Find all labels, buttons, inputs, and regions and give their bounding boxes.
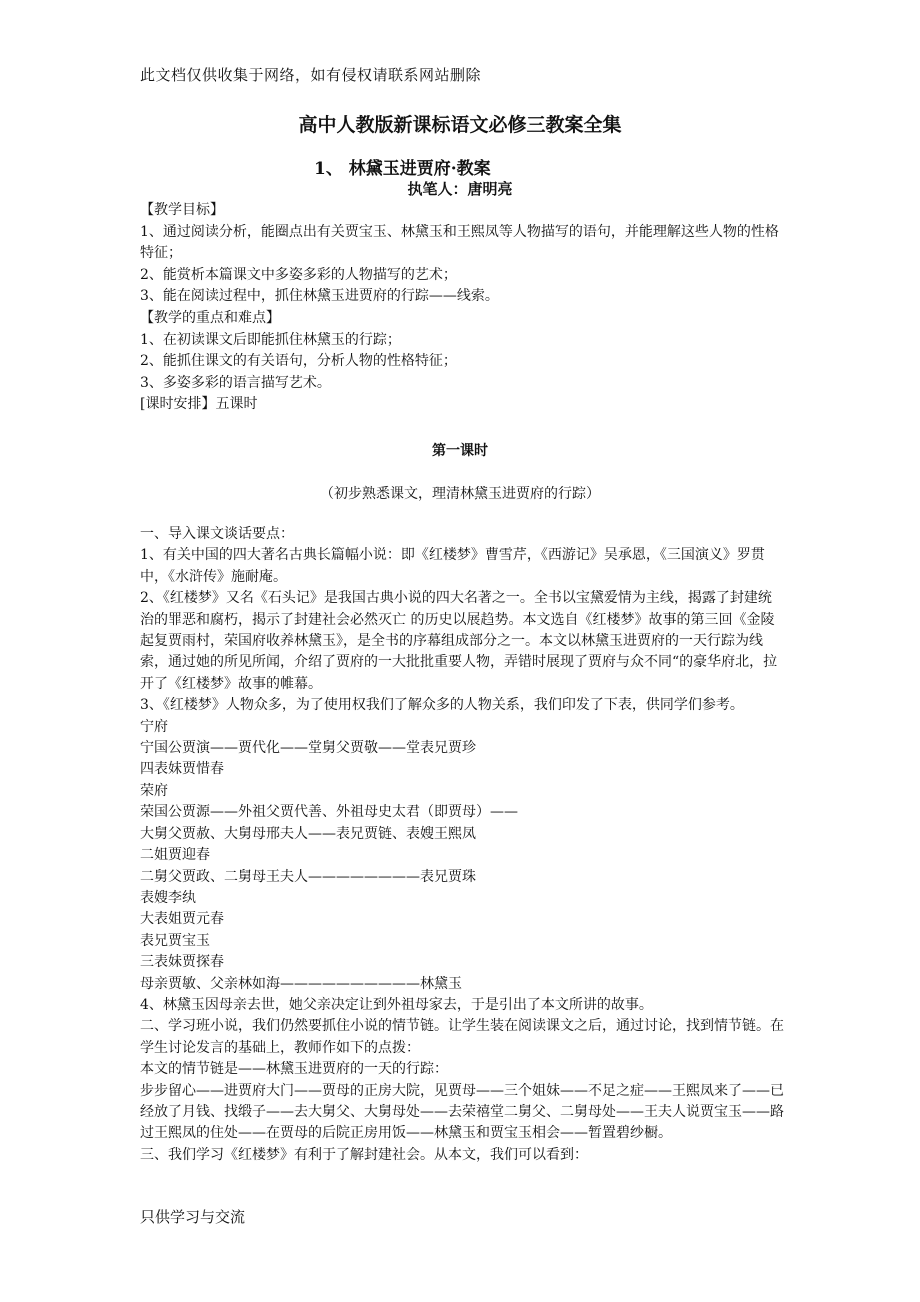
body-paragraph: 三、我们学习《红楼梦》有利于了解封建社会。从本文，我们可以看到： <box>140 1146 588 1163</box>
lesson-body <box>140 524 785 1166</box>
objective-item: 1、通过阅读分析，能圈点出有关贾宝玉、林黛玉和王熙凤等人物描写的语句，并能理解这些人物的性格特征； <box>140 223 779 262</box>
objectives-heading: 【教学目标】 <box>140 202 224 218</box>
author-line: 执笔人：唐明亮 <box>407 180 513 198</box>
body-paragraph: 4、林黛玉因母亲去世，她父亲决定让到外祖母家去，于是引出了本文所讲的故事。 <box>140 996 653 1013</box>
key-point-item: 3、多姿多彩的语言描写艺术。 <box>140 374 331 391</box>
relation-line: 表嫂李纨 <box>140 889 196 906</box>
relation-line: 表兄贾宝玉 <box>140 932 210 949</box>
objective-item: 3、能在阅读过程中，抓住林黛玉进贾府的行踪——线索。 <box>140 288 499 305</box>
relation-line: 二姐贾迎春 <box>140 847 210 864</box>
body-paragraph: 2、《红楼梦》又名《石头记》是我国古典小说的四大名著之一。全书以宝黛爱情为主线，揭露了封建统治的罪恶和腐朽，揭示了封建社会必然灭亡 的历史以展趋势。本文选自《红楼梦》故事的第三回《金陵起复贾雨村，荣国府收养林黛玉》，是全书的序幕组成部分之一。本文以林黛玉进贾府的一天行踪为线 索，通过她的所见所闻，介绍了贾府的一大批批重要人物，弄错时展现了贾府与众不同“的豪华府北，拉开了《红楼梦》故事的帷幕。 <box>140 590 778 692</box>
relation-line: 三表妹贾探春 <box>140 954 224 971</box>
footer-note: 只供学习与交流 <box>140 1208 246 1226</box>
key-points-heading: 【教学的重点和难点】 <box>140 309 280 326</box>
body-paragraph: 1、有关中国的四大著名古典长篇幅小说：即《红楼梦》曹雪芹，《西游记》吴承恩，《三国演义》罗贯中，《水浒传》施耐庵。 <box>140 547 765 585</box>
header-disclaimer: 此文档仅供收集于网络，如有侵权请联系网站删除 <box>140 66 482 84</box>
body-paragraph: 步步留心——进贾府大门——贾母的正房大院，见贾母——三个姐妹——不足之症——王熙凤来了——已经放了月钱、找缎子——去大舅父、大舅母处——去荣禧堂二舅父、二舅母处——王夫人说贾宝玉——路过王熙凤的住处——在贾母的后院正房用饭——林黛玉和贾宝玉相会——暂置碧纱橱。 <box>140 1082 784 1142</box>
body-paragraph: 3、《红楼梦》人物众多，为了使用权我们了解众多的人物关系，我们印发了下表，供同学们参考。 <box>140 697 744 714</box>
relation-line: 宁府 <box>140 718 168 735</box>
schedule-line: [课时安排】五课时 <box>140 396 258 413</box>
relation-line: 母亲贾敏、父亲林如海——————————林黛玉 <box>140 975 462 992</box>
objective-item: 2、能赏析本篇课文中多姿多彩的人物描写的艺术； <box>140 266 457 283</box>
relation-line: 四表妹贾惜春 <box>140 761 224 778</box>
key-point-item: 1、在初读课文后即能抓住林黛玉的行踪； <box>140 331 401 348</box>
relation-line: 宁国公贾演——贾代化——堂舅父贾敬——堂表兄贾珍 <box>140 740 476 757</box>
document-title: 高中人教版新课标语文必修三教案全集 <box>298 114 622 136</box>
relation-line: 荣府 <box>140 782 168 799</box>
teaching-objectives <box>140 200 785 416</box>
body-paragraph: 一、导入课文谈话要点： <box>140 526 294 542</box>
relation-line: 大表姐贾元春 <box>140 911 224 928</box>
body-paragraph: 本文的情节链是——林黛玉进贾府的一天的行踪： <box>140 1061 448 1078</box>
section-heading: 第一课时 <box>432 443 488 459</box>
section-subtitle: （初步熟悉课文，理清林黛玉进贾府的行踪） <box>320 486 600 502</box>
relation-line: 二舅父贾政、二舅母王夫人————————表兄贾珠 <box>140 868 476 885</box>
relation-line: 荣国公贾源——外祖父贾代善、外祖母史太君（即贾母）—— <box>140 804 518 821</box>
key-point-item: 2、能抓住课文的有关语句，分析人物的性格特征； <box>140 353 457 370</box>
body-paragraph: 二、学习班小说，我们仍然要抓住小说的情节链。让学生装在阅读课文之后，通过讨论，找到情节链。在学生讨论发言的基础上，教师作如下的点拨： <box>140 1018 784 1056</box>
lesson-title: 1、 林黛玉进贾府·教案 <box>314 159 491 179</box>
relation-line: 大舅父贾赦、大舅母邢夫人——表兄贾链、表嫂王熙凤 <box>140 825 476 842</box>
